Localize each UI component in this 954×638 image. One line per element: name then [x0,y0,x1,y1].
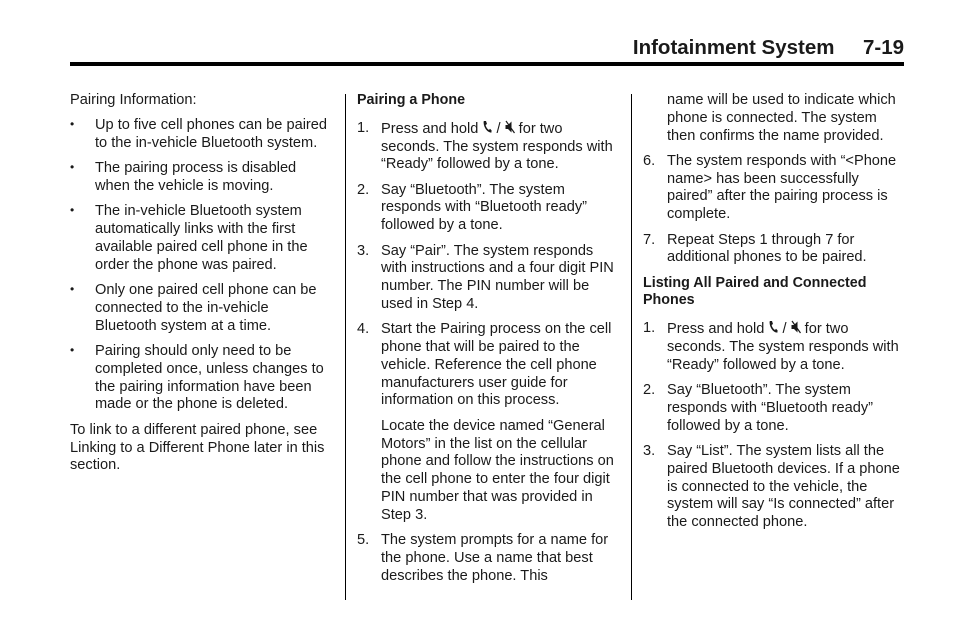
bullet-text: Only one paired cell phone can be connected to the in-vehicle Bluetooth system at a time. [95,282,317,334]
header-rule [70,62,904,66]
listing-step-3 [643,443,907,532]
bullet-item [70,343,332,414]
bullet-icon: • [70,160,75,175]
bullet-icon: • [70,203,75,218]
step-text: for two seconds. The system responds with “Ready” followed by a tone. [381,120,613,173]
step-text: Press and hold [381,120,483,137]
pairing-step-4-continued: Locate the device named “General Motors” in the list on the cellular phone and follow the instructions on the cell phone to enter the four digit PIN number that was provided in Step 3. [381,417,614,523]
bullet-icon: • [70,117,75,132]
step-number: 5. [357,532,370,549]
listing-step-1 [643,320,907,374]
step-number: 3. [357,242,370,259]
pairing-step-3 [357,243,619,314]
bullet-item [70,117,332,153]
step-text: Say “Bluetooth”. The system responds with “Bluetooth ready” followed by a tone. [667,382,874,434]
column-2 [357,92,619,593]
step-number: 4. [357,321,370,338]
column-divider [631,94,632,600]
bullet-icon: • [70,282,75,297]
mute-icon [791,320,801,334]
column-1 [70,92,332,483]
step-text: Start the Pairing process on the cell phone that will be paired to the vehicle. Reference the cell phone manufacturers user guide for information on this process. [381,321,612,409]
step-text: Press and hold [667,321,769,338]
step-text: Say “List”. The system lists all the paired Bluetooth devices. If a phone is connected to the vehicle, the system will say “Is connected” after the connected phone. [667,443,900,531]
step-text: Repeat Steps 1 through 7 for additional phones to be paired. [667,231,867,266]
pairing-step-1 [357,120,619,174]
step-text: Say “Pair”. The system responds with instructions and a four digit PIN number. The PIN number will be used in Step 4. [381,242,614,312]
listing-heading: Listing All Paired and Connected Phones [643,274,867,309]
pairing-step-5-continued: name will be used to indicate which phone is connected. The system then confirms the name provided. [667,92,896,144]
pairing-step-7 [643,232,907,268]
pairing-info-intro: Pairing Information: [70,92,197,108]
pairing-step-2 [357,182,619,235]
step-text: The system prompts for a name for the phone. Use a name that best describes the phone. This [381,532,609,584]
step-number: 3. [643,443,656,460]
step-number: 2. [357,181,370,198]
step-text: for two seconds. The system responds with “Ready” followed by a tone. [667,321,899,373]
bullet-text: Pairing should only need to be completed once, unless changes to the pairing information have been made or the phone is deleted. [95,343,324,413]
icon-separator: / [778,321,791,338]
bullet-item [70,203,332,274]
phone-icon [768,320,778,334]
bullet-text: Up to five cell phones can be paired to the in-vehicle Bluetooth system. [95,117,328,152]
step-number: 1. [643,320,656,337]
step-text: The system responds with “<Phone name> has been successfully paired” after the pairing process is complete. [667,152,897,223]
column-3 [643,92,907,540]
bullet-item [70,282,332,335]
page-header [70,36,904,64]
pairing-heading: Pairing a Phone [357,92,466,108]
bullet-item [70,160,332,196]
pairing-step-5 [357,532,619,585]
step-number: 7. [643,231,656,248]
step-number: 2. [643,382,656,399]
icon-separator: / [492,120,505,137]
linking-note: To link to a different paired phone, see Linking to a Different Phone later in this section. [70,421,325,474]
bullet-icon: • [70,343,75,358]
step-text: Say “Bluetooth”. The system responds with “Bluetooth ready” followed by a tone. [381,181,588,234]
mute-icon [505,120,515,134]
pairing-step-6 [643,153,907,224]
listing-step-2 [643,382,907,435]
step-number: 6. [643,152,656,169]
page-title: Infotainment System 7-19 [632,36,904,59]
step-number: 1. [357,119,370,136]
phone-icon [482,120,492,134]
bullet-text: The pairing process is disabled when the vehicle is moving. [95,160,297,195]
column-divider [345,94,346,600]
bullet-text: The in-vehicle Bluetooth system automatically links with the first available paired cell phone in the order the phone was paired. [95,203,308,273]
pairing-step-4 [357,321,619,410]
